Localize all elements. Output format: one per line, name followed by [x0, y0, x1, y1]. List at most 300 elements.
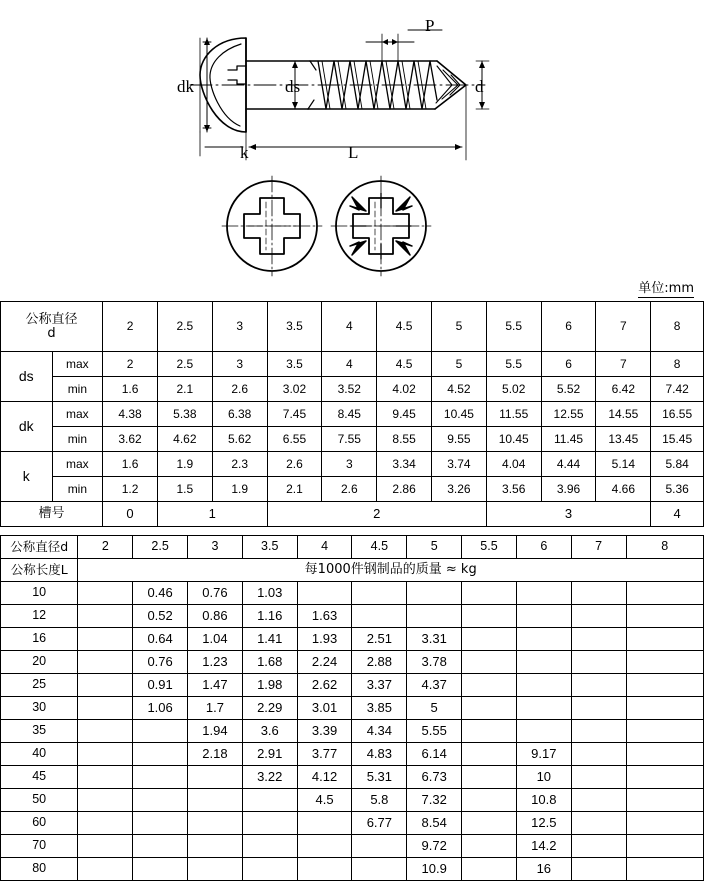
header-diameter-7: 7: [596, 302, 651, 352]
mass-value-d5.5-l60: [462, 812, 517, 835]
limit-label-max: max: [52, 352, 103, 377]
value-k-min: 2.1: [267, 477, 322, 502]
table-row-length-10: [1, 582, 704, 605]
mass-value-d5-l70: 9.72: [407, 835, 462, 858]
value-k-max: 5.14: [596, 452, 651, 477]
mass-value-d4.5-l25: 3.37: [352, 674, 407, 697]
mass-value-d2-l45: [78, 766, 133, 789]
value-dk-min: 3.62: [103, 427, 158, 452]
mass-value-d7-l80: [571, 858, 626, 881]
table-row-header-length: [1, 559, 704, 582]
mass-value-d4.5-l60: 6.77: [352, 812, 407, 835]
mass-table-body: [1, 536, 704, 881]
value-dk-min: 5.62: [212, 427, 267, 452]
table-row-length-12: [1, 605, 704, 628]
mass-value-d2.5-l25: 0.91: [133, 674, 188, 697]
mass-value-d7-l10: [571, 582, 626, 605]
header-diameter-4.5: 4.5: [352, 536, 407, 559]
header-diameter-3: 3: [212, 302, 267, 352]
mass-value-d4.5-l20: 2.88: [352, 651, 407, 674]
mass-value-d6-l40: 9.17: [516, 743, 571, 766]
value-ds-min: 2.1: [157, 377, 212, 402]
mass-value-d6-l80: 16: [516, 858, 571, 881]
header-diameter-5.5: 5.5: [486, 302, 541, 352]
mass-value-d5.5-l50: [462, 789, 517, 812]
table-row-length-60: [1, 812, 704, 835]
symbol-k: k: [1, 452, 53, 502]
length-value-50: 50: [1, 789, 78, 812]
value-dk-max: 4.38: [103, 402, 158, 427]
mass-value-d4.5-l45: 5.31: [352, 766, 407, 789]
mass-value-d4-l70: [297, 835, 352, 858]
header-diameter-6: 6: [516, 536, 571, 559]
l-arrow-right: [455, 144, 462, 150]
value-ds-max: 6: [541, 352, 596, 377]
header-nominal-diameter-d: 公称直径d: [1, 536, 78, 559]
value-k-min: 2.6: [322, 477, 377, 502]
mass-value-d7-l40: [571, 743, 626, 766]
mass-value-d7-l50: [571, 789, 626, 812]
length-value-80: 80: [1, 858, 78, 881]
slot-number-value: 4: [651, 502, 704, 527]
table-row-ds-min: [1, 377, 704, 402]
value-ds-max: 2: [103, 352, 158, 377]
mass-value-d4.5-l10: [352, 582, 407, 605]
mass-value-d4-l80: [297, 858, 352, 881]
mass-value-d5-l50: 7.32: [407, 789, 462, 812]
mass-value-d2-l40: [78, 743, 133, 766]
mass-value-d5.5-l16: [462, 628, 517, 651]
mass-value-d3-l50: [188, 789, 243, 812]
mass-value-d4.5-l12: [352, 605, 407, 628]
mass-value-d8-l50: [626, 789, 703, 812]
mass-value-d5-l80: 10.9: [407, 858, 462, 881]
mass-value-d7-l70: [571, 835, 626, 858]
table-row-length-70: [1, 835, 704, 858]
mass-value-d8-l60: [626, 812, 703, 835]
mass-value-d7-l60: [571, 812, 626, 835]
mass-value-d5.5-l70: [462, 835, 517, 858]
mass-value-d4.5-l80: [352, 858, 407, 881]
header-nominal-diameter-line1: 公称直径: [25, 311, 78, 327]
mass-value-d5-l35: 5.55: [407, 720, 462, 743]
table-row-header-diameter: [1, 302, 704, 352]
mass-value-d2.5-l30: 1.06: [133, 697, 188, 720]
value-ds-max: 3: [212, 352, 267, 377]
mass-value-d5.5-l12: [462, 605, 517, 628]
value-k-max: 3: [322, 452, 377, 477]
mass-value-d2-l60: [78, 812, 133, 835]
mass-value-d8-l30: [626, 697, 703, 720]
mass-value-d2-l12: [78, 605, 133, 628]
screw-technical-drawing: [0, 0, 704, 283]
mass-value-d6-l25: [516, 674, 571, 697]
table-row-length-35: [1, 720, 704, 743]
mass-value-d3.5-l35: 3.6: [242, 720, 297, 743]
value-k-min: 4.66: [596, 477, 651, 502]
header-diameter-7: 7: [571, 536, 626, 559]
dimension-text-group: [177, 16, 484, 162]
mass-value-d3-l80: [188, 858, 243, 881]
mass-value-d5-l20: 3.78: [407, 651, 462, 674]
mass-value-d8-l20: [626, 651, 703, 674]
mass-value-d2-l25: [78, 674, 133, 697]
head-recess-lower: [228, 80, 246, 84]
slot-number-value: 1: [157, 502, 267, 527]
value-k-min: 3.96: [541, 477, 596, 502]
mass-value-d8-l45: [626, 766, 703, 789]
header-diameter-4.5: 4.5: [377, 302, 432, 352]
mass-value-d4-l40: 3.77: [297, 743, 352, 766]
mass-value-d5-l60: 8.54: [407, 812, 462, 835]
mass-value-d4-l30: 3.01: [297, 697, 352, 720]
mass-value-d3.5-l20: 1.68: [242, 651, 297, 674]
slot-number-value: 0: [103, 502, 158, 527]
value-ds-max: 5: [432, 352, 487, 377]
ds-arrow-bottom: [292, 102, 298, 109]
mass-value-d2.5-l45: [133, 766, 188, 789]
value-ds-min: 4.52: [432, 377, 487, 402]
header-diameter-6: 6: [541, 302, 596, 352]
mass-value-d6-l12: [516, 605, 571, 628]
mass-value-d3.5-l16: 1.41: [242, 628, 297, 651]
value-dk-min: 10.45: [486, 427, 541, 452]
header-diameter-3.5: 3.5: [242, 536, 297, 559]
mass-value-d4-l45: 4.12: [297, 766, 352, 789]
mass-value-d2.5-l60: [133, 812, 188, 835]
value-ds-max: 4: [322, 352, 377, 377]
label-ds: ds: [285, 77, 301, 96]
mass-value-d3-l20: 1.23: [188, 651, 243, 674]
value-ds-max: 5.5: [486, 352, 541, 377]
value-ds-max: 2.5: [157, 352, 212, 377]
mass-value-d6-l50: 10.8: [516, 789, 571, 812]
mass-value-d8-l12: [626, 605, 703, 628]
value-dk-min: 6.55: [267, 427, 322, 452]
value-dk-min: 8.55: [377, 427, 432, 452]
p-arrow-right: [392, 39, 398, 45]
units-caption: [0, 279, 704, 301]
limit-label-min: min: [52, 477, 103, 502]
mass-value-d4-l35: 3.39: [297, 720, 352, 743]
mass-value-d2.5-l16: 0.64: [133, 628, 188, 651]
mass-value-d5-l16: 3.31: [407, 628, 462, 651]
mass-value-d3.5-l12: 1.16: [242, 605, 297, 628]
mass-value-d3.5-l70: [242, 835, 297, 858]
length-value-45: 45: [1, 766, 78, 789]
mass-value-d7-l12: [571, 605, 626, 628]
mass-value-d6-l16: [516, 628, 571, 651]
thread-start-bottom: [308, 100, 314, 109]
header-diameter-8: 8: [651, 302, 704, 352]
value-dk-max: 10.45: [432, 402, 487, 427]
limit-label-min: min: [52, 377, 103, 402]
header-diameter-5.5: 5.5: [462, 536, 517, 559]
value-ds-max: 4.5: [377, 352, 432, 377]
value-dk-min: 4.62: [157, 427, 212, 452]
mass-value-d2-l30: [78, 697, 133, 720]
slot-number-value: 3: [486, 502, 650, 527]
mass-value-d6-l70: 14.2: [516, 835, 571, 858]
header-diameter-4: 4: [322, 302, 377, 352]
limit-label-min: min: [52, 427, 103, 452]
header-diameter-2: 2: [103, 302, 158, 352]
table-row-length-50: [1, 789, 704, 812]
value-k-max: 4.44: [541, 452, 596, 477]
mass-value-d4-l25: 2.62: [297, 674, 352, 697]
header-diameter-3: 3: [188, 536, 243, 559]
value-ds-min: 2.6: [212, 377, 267, 402]
mass-value-d4.5-l70: [352, 835, 407, 858]
table-row-dk-min: [1, 427, 704, 452]
mass-value-d3-l16: 1.04: [188, 628, 243, 651]
mass-value-d3-l25: 1.47: [188, 674, 243, 697]
value-dk-min: 15.45: [651, 427, 704, 452]
mass-value-d5-l12: [407, 605, 462, 628]
mass-value-d2.5-l70: [133, 835, 188, 858]
mass-value-d4-l16: 1.93: [297, 628, 352, 651]
mass-value-d2.5-l80: [133, 858, 188, 881]
header-nominal-length-l: 公称长度L: [1, 559, 78, 582]
label-dk: dk: [177, 77, 194, 96]
mass-value-d3.5-l30: 2.29: [242, 697, 297, 720]
units-text: 单位:mm: [638, 281, 694, 296]
mass-value-d7-l35: [571, 720, 626, 743]
mass-value-d2-l20: [78, 651, 133, 674]
mass-value-d6-l10: [516, 582, 571, 605]
symbol-dk: dk: [1, 402, 53, 452]
header-diameter-2: 2: [78, 536, 133, 559]
value-k-min: 3.56: [486, 477, 541, 502]
table-row-length-25: [1, 674, 704, 697]
header-mass-per-1000: 每1000件钢制品的质量 ≈ kg: [78, 559, 704, 582]
length-value-16: 16: [1, 628, 78, 651]
value-dk-max: 11.55: [486, 402, 541, 427]
table-row-length-20: [1, 651, 704, 674]
header-diameter-4: 4: [297, 536, 352, 559]
mass-value-d4.5-l40: 4.83: [352, 743, 407, 766]
limit-label-max: max: [52, 402, 103, 427]
mass-value-d5-l45: 6.73: [407, 766, 462, 789]
mass-value-d5.5-l10: [462, 582, 517, 605]
header-diameter-5: 5: [432, 302, 487, 352]
mass-value-d3.5-l80: [242, 858, 297, 881]
mass-value-d8-l16: [626, 628, 703, 651]
mass-value-d2-l10: [78, 582, 133, 605]
point-thread-detail: [436, 66, 460, 103]
table-row-slot-number: [1, 502, 704, 527]
value-ds-min: 3.52: [322, 377, 377, 402]
d-arrow-bottom: [479, 102, 485, 109]
drawing-svg: [0, 0, 704, 283]
value-k-max: 1.6: [103, 452, 158, 477]
mass-value-d4.5-l16: 2.51: [352, 628, 407, 651]
l-arrow-left: [249, 144, 256, 150]
value-ds-min: 1.6: [103, 377, 158, 402]
mass-value-d7-l20: [571, 651, 626, 674]
mass-value-d3.5-l25: 1.98: [242, 674, 297, 697]
header-nominal-diameter: [1, 302, 103, 352]
mass-value-d4-l20: 2.24: [297, 651, 352, 674]
mass-value-d6-l45: 10: [516, 766, 571, 789]
mass-value-d4-l50: 4.5: [297, 789, 352, 812]
mass-value-d7-l30: [571, 697, 626, 720]
mass-value-d4-l10: [297, 582, 352, 605]
mass-value-d7-l45: [571, 766, 626, 789]
limit-label-max: max: [52, 452, 103, 477]
value-k-min: 1.9: [212, 477, 267, 502]
label-k: k: [240, 143, 249, 162]
mass-value-d3-l70: [188, 835, 243, 858]
mass-value-d6-l60: 12.5: [516, 812, 571, 835]
mass-value-d2-l80: [78, 858, 133, 881]
length-value-12: 12: [1, 605, 78, 628]
label-d: d: [475, 77, 484, 96]
mass-value-d3-l40: 2.18: [188, 743, 243, 766]
value-dk-max: 16.55: [651, 402, 704, 427]
mass-value-d8-l40: [626, 743, 703, 766]
header-diameter-3.5: 3.5: [267, 302, 322, 352]
mass-value-d8-l35: [626, 720, 703, 743]
mass-value-d3.5-l40: 2.91: [242, 743, 297, 766]
table-row-length-16: [1, 628, 704, 651]
value-k-max: 2.3: [212, 452, 267, 477]
table-row-k-min: [1, 477, 704, 502]
p-arrow-left: [382, 39, 388, 45]
mass-value-d2-l70: [78, 835, 133, 858]
head-recess-upper: [228, 66, 246, 70]
value-k-max: 3.74: [432, 452, 487, 477]
mass-value-d6-l30: [516, 697, 571, 720]
mass-value-d3-l12: 0.86: [188, 605, 243, 628]
length-value-25: 25: [1, 674, 78, 697]
header-diameter-2.5: 2.5: [133, 536, 188, 559]
mass-value-d3-l60: [188, 812, 243, 835]
mass-value-d5.5-l20: [462, 651, 517, 674]
value-dk-max: 5.38: [157, 402, 212, 427]
table-row-k-max: [1, 452, 704, 477]
mass-value-d4-l12: 1.63: [297, 605, 352, 628]
mass-value-d7-l25: [571, 674, 626, 697]
value-k-min: 3.26: [432, 477, 487, 502]
mass-value-d3.5-l50: [242, 789, 297, 812]
mass-value-d2-l16: [78, 628, 133, 651]
mass-value-d3-l45: [188, 766, 243, 789]
mass-value-d5-l40: 6.14: [407, 743, 462, 766]
table-row-length-40: [1, 743, 704, 766]
length-value-35: 35: [1, 720, 78, 743]
table-row-dk-max: [1, 402, 704, 427]
dimension-table-body: [1, 302, 704, 527]
mass-value-d8-l80: [626, 858, 703, 881]
mass-value-d3.5-l10: 1.03: [242, 582, 297, 605]
mass-value-d4.5-l30: 3.85: [352, 697, 407, 720]
mass-value-d5-l10: [407, 582, 462, 605]
slot-number-value: 2: [267, 502, 486, 527]
mass-value-d5.5-l35: [462, 720, 517, 743]
symbol-ds: ds: [1, 352, 53, 402]
value-ds-min: 3.02: [267, 377, 322, 402]
mass-value-d3-l35: 1.94: [188, 720, 243, 743]
dimension-table: [0, 301, 704, 527]
slot-number-label: 槽号: [1, 502, 103, 527]
mass-value-d2.5-l35: [133, 720, 188, 743]
mass-value-d3-l10: 0.76: [188, 582, 243, 605]
mass-value-d2.5-l12: 0.52: [133, 605, 188, 628]
table-row-header-diameter-2: [1, 536, 704, 559]
mass-value-d3-l30: 1.7: [188, 697, 243, 720]
mass-value-d8-l70: [626, 835, 703, 858]
mass-value-d2-l35: [78, 720, 133, 743]
value-ds-min: 7.42: [651, 377, 704, 402]
header-diameter-2.5: 2.5: [157, 302, 212, 352]
mass-value-d5-l30: 5: [407, 697, 462, 720]
value-k-min: 1.2: [103, 477, 158, 502]
value-ds-min: 4.02: [377, 377, 432, 402]
label-P: P: [425, 16, 435, 35]
value-dk-max: 9.45: [377, 402, 432, 427]
value-dk-max: 12.55: [541, 402, 596, 427]
mass-table: [0, 535, 704, 881]
value-dk-max: 7.45: [267, 402, 322, 427]
mass-value-d2.5-l10: 0.46: [133, 582, 188, 605]
mass-value-d6-l35: [516, 720, 571, 743]
value-dk-max: 14.55: [596, 402, 651, 427]
mass-value-d2.5-l20: 0.76: [133, 651, 188, 674]
length-value-60: 60: [1, 812, 78, 835]
value-ds-max: 7: [596, 352, 651, 377]
mass-value-d7-l16: [571, 628, 626, 651]
thread-start-top: [310, 61, 316, 70]
mass-value-d8-l25: [626, 674, 703, 697]
mass-value-d4.5-l35: 4.34: [352, 720, 407, 743]
header-diameter-8: 8: [626, 536, 703, 559]
value-dk-min: 13.45: [596, 427, 651, 452]
mass-value-d2.5-l40: [133, 743, 188, 766]
mass-value-d4-l60: [297, 812, 352, 835]
value-k-min: 1.5: [157, 477, 212, 502]
mass-value-d2-l50: [78, 789, 133, 812]
value-dk-min: 7.55: [322, 427, 377, 452]
length-value-20: 20: [1, 651, 78, 674]
value-ds-min: 5.02: [486, 377, 541, 402]
header-nominal-diameter-line2: d: [47, 325, 56, 341]
mass-value-d6-l20: [516, 651, 571, 674]
value-dk-min: 11.45: [541, 427, 596, 452]
length-value-10: 10: [1, 582, 78, 605]
mass-value-d4.5-l50: 5.8: [352, 789, 407, 812]
value-k-max: 2.6: [267, 452, 322, 477]
mass-value-d5.5-l80: [462, 858, 517, 881]
mass-value-d5.5-l45: [462, 766, 517, 789]
value-k-max: 4.04: [486, 452, 541, 477]
value-ds-max: 3.5: [267, 352, 322, 377]
mass-value-d3.5-l45: 3.22: [242, 766, 297, 789]
value-k-min: 2.86: [377, 477, 432, 502]
mass-value-d2.5-l50: [133, 789, 188, 812]
table-row-length-45: [1, 766, 704, 789]
mass-value-d5.5-l25: [462, 674, 517, 697]
value-k-max: 1.9: [157, 452, 212, 477]
mass-value-d5.5-l30: [462, 697, 517, 720]
d-arrow-top: [479, 61, 485, 68]
value-k-max: 5.84: [651, 452, 704, 477]
value-dk-max: 8.45: [322, 402, 377, 427]
value-k-max: 3.34: [377, 452, 432, 477]
length-value-40: 40: [1, 743, 78, 766]
mass-value-d5.5-l40: [462, 743, 517, 766]
table-row-ds-max: [1, 352, 704, 377]
